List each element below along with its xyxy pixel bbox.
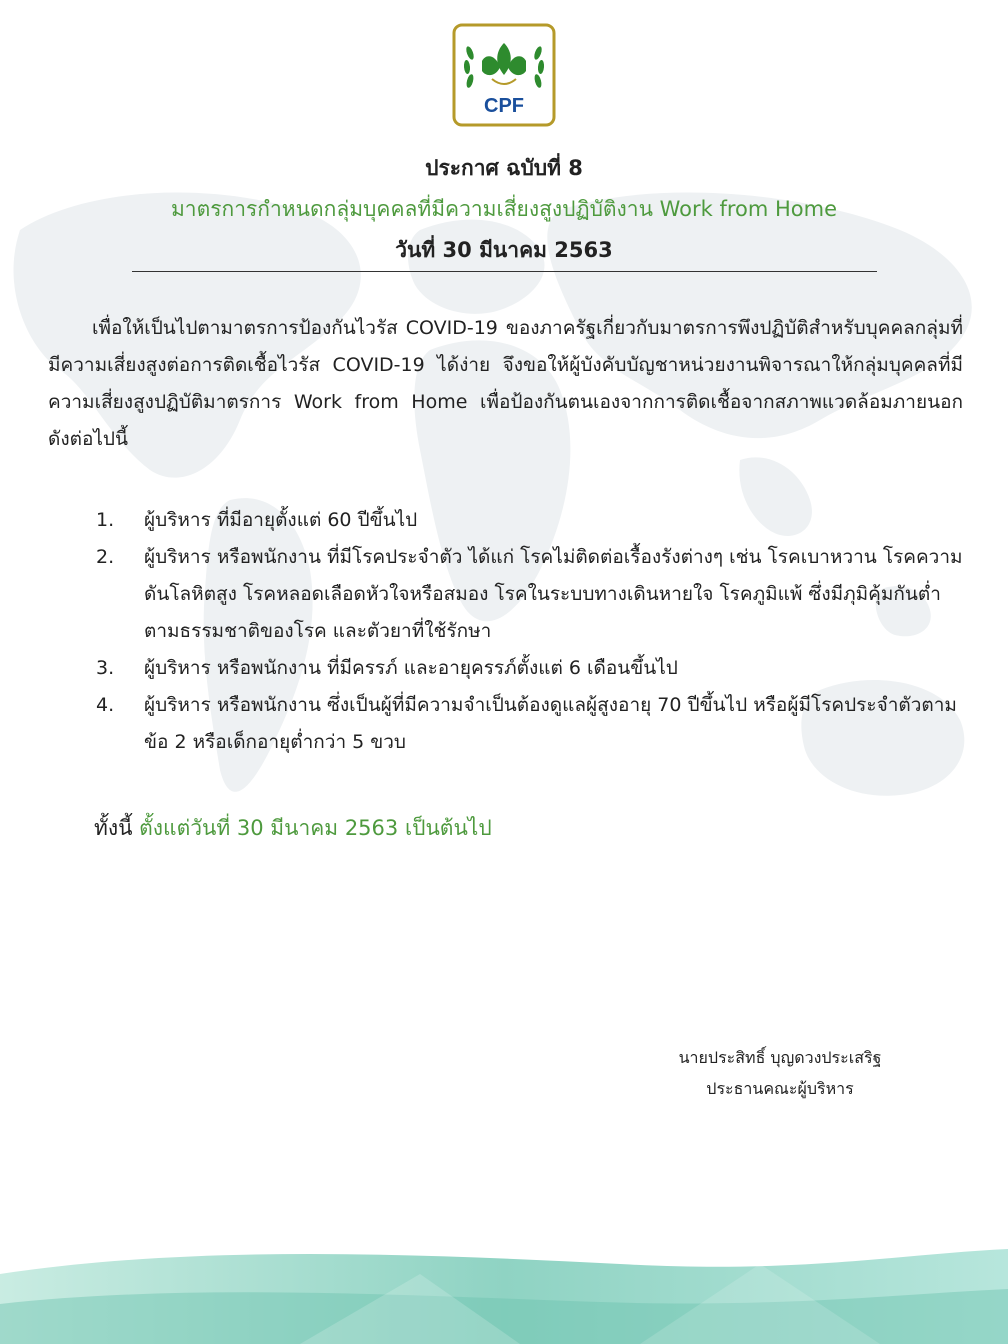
cpf-logo: [452, 23, 556, 127]
signatory-position: ประธานคณะผู้บริหาร: [706, 1079, 854, 1098]
list-item-number: 2.: [96, 546, 115, 568]
logo-text: CPF: [484, 95, 524, 117]
list-item-text: ผู้บริหาร หรือพนักงาน ที่มีโรคประจำตัว ได้แก่ โรคไม่ติดต่อเรื้องรังต่างๆ เช่น โรคเบาหวาน โรคความดันโลหิตสูง โรคหลอดเลือดหัวใจหรือสมอง โรคในระบบทางเดินหายใจ โรคภูมิแพ้ ซึ่งมีภุมิคุ้มกันต่ำตามธรรมชาติของโรค และตัวยาที่ใช้รักษา: [144, 546, 963, 642]
header-divider: [132, 271, 877, 272]
list-item: [48, 650, 963, 687]
list-item-text: ผู้บริหาร หรือพนักงาน ซึ่งเป็นผู้ที่มีความจำเป็นต้องดูแลผู้สูงอายุ 70 ปีขึ้นไป หรือผู้มีโรคประจำตัวตามข้อ 2 หรือเด็กอายุต่ำกว่า 5 ขวบ: [144, 694, 957, 753]
announcement-title: ประกาศ ฉบับที่ 8: [425, 156, 583, 180]
list-item-number: 3.: [96, 657, 115, 679]
effective-prefix: ทั้งนี้: [94, 816, 133, 840]
announcement-date: วันที่ 30 มีนาคม 2563: [395, 238, 613, 262]
list-item: [48, 687, 963, 761]
effective-date-line: [94, 812, 492, 845]
measure-list: [48, 502, 963, 761]
effective-date: ตั้งแต่วันที่ 30 มีนาคม 2563 เป็นต้นไป: [139, 816, 492, 840]
intro-paragraph: เพื่อให้เป็นไปตามาตรการป้องกันไวรัส COVID-19 ของภาครัฐเกี่ยวกับมาตรการพึงปฏิบัติสำหรับบุคคลกลุ่มที่มีความเสี่ยงสูงต่อการติดเชื้อไวรัส COVID-19 ได้ง่าย จึงขอให้ผู้บังคับบัญชาหน่วยงานพิจารณาให้กลุ่มบุคคลที่มีความเสี่ยงสูงปฏิบัติมาตรการ Work from Home เพื่อป้องกันตนเองจากการติดเชื้อจากสภาพแวดล้อมภายนอก ดังต่อไปนี้: [48, 317, 963, 450]
list-item-text: ผู้บริหาร หรือพนักงาน ที่มีครรภ์ และอายุครรภ์ตั้งแต่ 6 เดือนขึ้นไป: [144, 657, 678, 679]
list-item-number: 1.: [96, 509, 115, 531]
list-item-text: ผู้บริหาร ที่มีอายุตั้งแต่ 60 ปีขึ้นไป: [144, 509, 418, 531]
list-item-number: 4.: [96, 694, 115, 716]
list-item: [48, 539, 963, 650]
signatory-name: นายประสิทธิ์ บุญดวงประเสริฐ: [678, 1048, 882, 1067]
announcement-subtitle: มาตรการกำหนดกลุ่มบุคคลที่มีความเสี่ยงสูงปฏิบัติงาน Work from Home: [170, 197, 838, 221]
list-item: [48, 502, 963, 539]
